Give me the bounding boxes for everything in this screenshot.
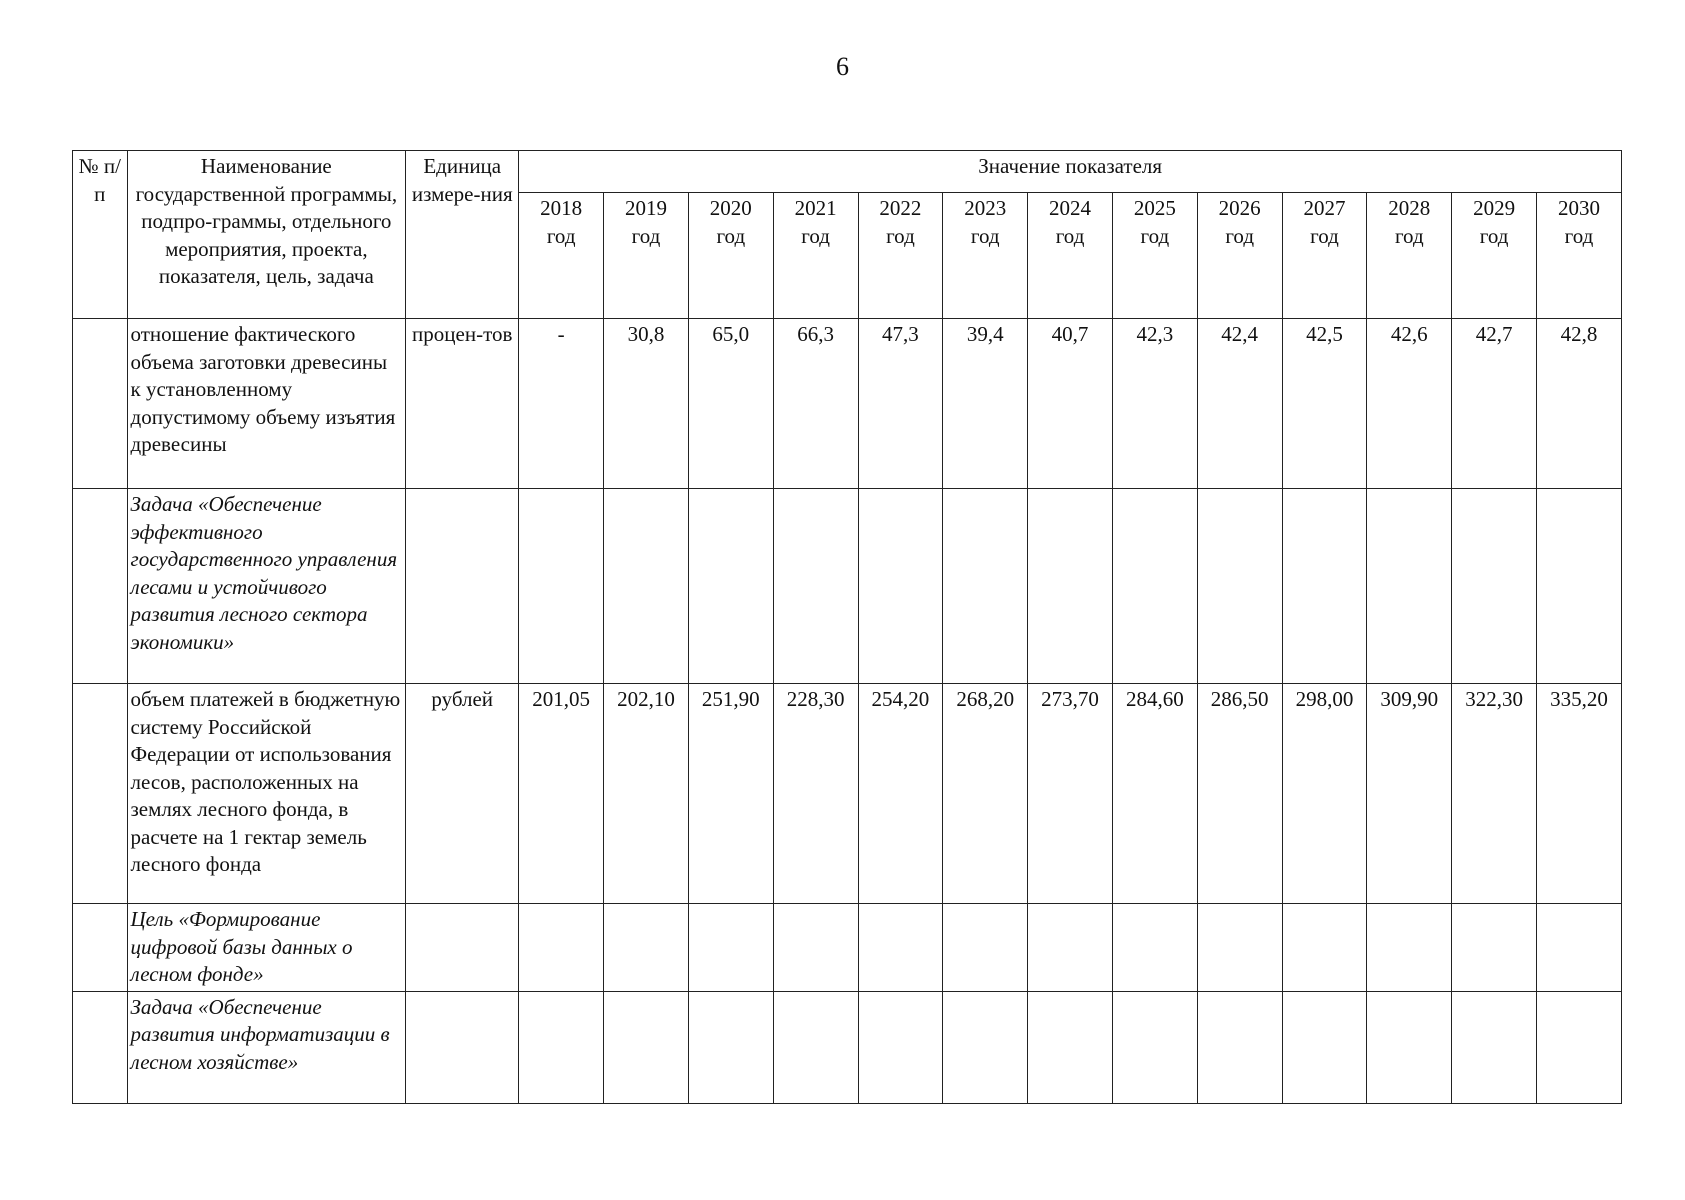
year-label: 2023 (964, 196, 1007, 220)
header-row (73, 151, 1622, 193)
row-name-cell: отношение фактического объема заготовки древесины к установленному допустимому объему изъятия древесины (127, 319, 406, 489)
header-values-group: Значение показателя (519, 151, 1622, 193)
header-year-2023 (943, 193, 1028, 319)
value-cell: 284,60 (1112, 684, 1197, 904)
value-cell (1028, 904, 1113, 992)
row-num-cell (73, 684, 128, 904)
year-unit: год (716, 223, 746, 248)
header-year-2018 (519, 193, 604, 319)
year-label: 2026 (1218, 196, 1261, 220)
year-unit: год (1394, 223, 1424, 248)
value-cell: 65,0 (688, 319, 773, 489)
value-cell: 42,6 (1367, 319, 1452, 489)
year-unit: год (886, 223, 915, 248)
value-cell: 228,30 (773, 684, 858, 904)
row-num-cell (73, 489, 128, 684)
value-cell (604, 991, 689, 1103)
value-cell: 335,20 (1537, 684, 1622, 904)
value-cell: 268,20 (943, 684, 1028, 904)
value-cell (1452, 904, 1537, 992)
header-num: № п/п (73, 151, 128, 319)
value-cell (773, 904, 858, 992)
table-header (73, 151, 1622, 319)
value-cell (1537, 991, 1622, 1103)
value-cell: 42,7 (1452, 319, 1537, 489)
header-year-2022 (858, 193, 943, 319)
year-label: 2027 (1303, 196, 1346, 220)
year-label: 2025 (1133, 196, 1176, 220)
value-cell (858, 489, 943, 684)
year-unit: год (970, 223, 1000, 248)
value-cell (773, 991, 858, 1103)
value-cell: 66,3 (773, 319, 858, 489)
year-unit: год (801, 223, 830, 248)
value-cell: 42,5 (1282, 319, 1367, 489)
header-name: Наименование государственной программы, подпро-граммы, отдельного мероприятия, проекта, показателя, цель, задача (127, 151, 406, 319)
year-unit: год (1055, 223, 1085, 248)
value-cell: 322,30 (1452, 684, 1537, 904)
header-year-2020 (688, 193, 773, 319)
value-cell (519, 489, 604, 684)
value-cell (943, 991, 1028, 1103)
header-year-2024 (1028, 193, 1113, 319)
value-cell (1197, 489, 1282, 684)
value-cell: 47,3 (858, 319, 943, 489)
year-unit: год (1310, 223, 1339, 248)
value-cell (1112, 991, 1197, 1103)
value-cell (519, 904, 604, 992)
value-cell (1112, 904, 1197, 992)
value-cell (858, 991, 943, 1103)
value-cell: 30,8 (604, 319, 689, 489)
year-label: 2028 (1388, 196, 1431, 220)
year-label: 2018 (540, 196, 583, 220)
value-cell (1028, 991, 1113, 1103)
value-cell: - (519, 319, 604, 489)
value-cell (1367, 904, 1452, 992)
value-cell (1028, 489, 1113, 684)
value-cell: 298,00 (1282, 684, 1367, 904)
row-num-cell (73, 319, 128, 489)
row-name-cell: Задача «Обеспечение эффективного государственного управления лесами и устойчивого развития лесного сектора экономики» (127, 489, 406, 684)
header-year-2025 (1112, 193, 1197, 319)
value-cell: 42,8 (1537, 319, 1622, 489)
value-cell (1282, 489, 1367, 684)
header-unit: Единица измере-ния (406, 151, 519, 319)
value-cell (1367, 489, 1452, 684)
year-label: 2019 (624, 196, 667, 220)
year-unit: год (1140, 223, 1170, 248)
value-cell (1112, 489, 1197, 684)
page-number: 6 (836, 52, 849, 81)
value-cell (688, 904, 773, 992)
header-year-2028 (1367, 193, 1452, 319)
value-cell (688, 991, 773, 1103)
value-cell: 309,90 (1367, 684, 1452, 904)
value-cell (519, 991, 604, 1103)
value-cell (1282, 991, 1367, 1103)
row-num-cell (73, 904, 128, 992)
value-cell (688, 489, 773, 684)
header-year-2029 (1452, 193, 1537, 319)
year-label: 2020 (709, 196, 752, 220)
year-label: 2029 (1473, 196, 1516, 220)
value-cell: 202,10 (604, 684, 689, 904)
table-row (73, 991, 1622, 1103)
value-cell (1537, 489, 1622, 684)
row-unit-cell (406, 904, 519, 992)
table-row (73, 489, 1622, 684)
year-label: 2024 (1049, 196, 1092, 220)
year-label: 2022 (879, 196, 922, 220)
value-cell (858, 904, 943, 992)
row-name-cell: объем платежей в бюджетную систему Российской Федерации от использования лесов, расположенных на землях лесного фонда, в расчете на 1 гектар земель лесного фонда (127, 684, 406, 904)
value-cell (1452, 991, 1537, 1103)
value-cell (943, 489, 1028, 684)
year-unit: год (1564, 223, 1594, 248)
header-year-2019 (604, 193, 689, 319)
value-cell (604, 489, 689, 684)
value-cell: 39,4 (943, 319, 1028, 489)
header-year-2026 (1197, 193, 1282, 319)
value-cell: 273,70 (1028, 684, 1113, 904)
table-row (73, 684, 1622, 904)
row-unit-cell (406, 489, 519, 684)
header-year-2021 (773, 193, 858, 319)
year-unit: год (1225, 223, 1254, 248)
row-name-cell: Цель «Формирование цифровой базы данных о лесном фонде» (127, 904, 406, 992)
value-cell: 201,05 (519, 684, 604, 904)
year-label: 2021 (794, 196, 837, 220)
value-cell: 40,7 (1028, 319, 1113, 489)
value-cell: 254,20 (858, 684, 943, 904)
indicators-table (72, 150, 1622, 1104)
value-cell (1197, 991, 1282, 1103)
value-cell (1282, 904, 1367, 992)
header-year-2027 (1282, 193, 1367, 319)
year-label: 2030 (1558, 196, 1600, 220)
value-cell: 251,90 (688, 684, 773, 904)
value-cell: 42,3 (1112, 319, 1197, 489)
table-row (73, 904, 1622, 992)
header-year-2030 (1537, 193, 1622, 319)
table-body (73, 319, 1622, 1104)
row-unit-cell: процен-тов (406, 319, 519, 489)
row-unit-cell: рублей (406, 684, 519, 904)
value-cell (943, 904, 1028, 992)
value-cell (1367, 991, 1452, 1103)
year-unit: год (546, 223, 576, 248)
value-cell (604, 904, 689, 992)
value-cell: 286,50 (1197, 684, 1282, 904)
row-unit-cell (406, 991, 519, 1103)
year-unit: год (1479, 223, 1509, 248)
row-num-cell (73, 991, 128, 1103)
table-row (73, 319, 1622, 489)
value-cell (773, 489, 858, 684)
value-cell (1537, 904, 1622, 992)
value-cell: 42,4 (1197, 319, 1282, 489)
year-unit: год (631, 223, 661, 248)
value-cell (1452, 489, 1537, 684)
row-name-cell: Задача «Обеспечение развития информатизации в лесном хозяйстве» (127, 991, 406, 1103)
value-cell (1197, 904, 1282, 992)
